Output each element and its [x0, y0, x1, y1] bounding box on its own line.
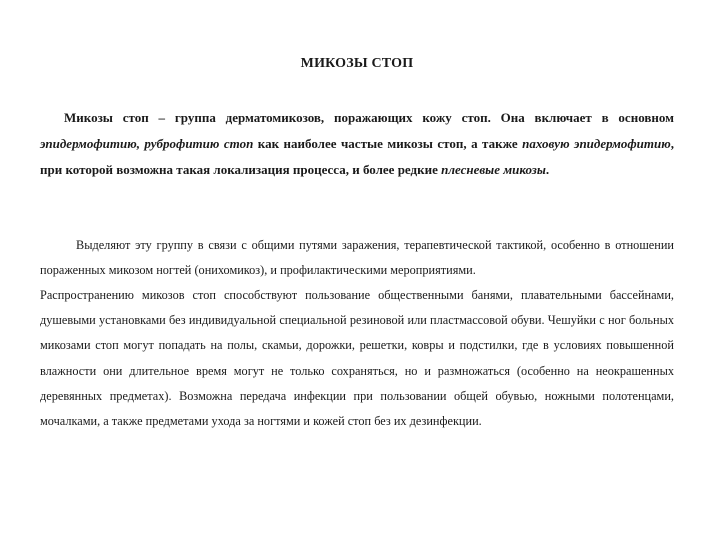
paragraph-spread: Распространению микозов стоп способствуют пользование общественными банями, плавательными бассейнами, душевыми установками без индивидуальной специальной резиновой или пластмассовой обуви. Чешуйки с ног больных микозами стоп могут попадать на полы, скамьи, дорожки, решетки, ковры и подстилки, где в условиях повышенной влажности они длительное время могут не только сохраняться, но и размножаться (особенно на неокрашенных деревянных предметах). Возможна передача инфекции при пользовании общей обувью, ножными полотенцами, мочалками, а также предметами ухода за ногтями и кожей стоп без их дезинфекции. [40, 288, 674, 429]
paragraph-grouping: Выделяют эту группу в связи с общими путями заражения, терапевтической тактикой, особенно в отношении пораженных микозом ногтей (онихомикоз), и профилактическими мероприятиями. [40, 238, 674, 278]
document-page [40, 0, 674, 540]
document-title: МИКОЗЫ СТОП [300, 56, 414, 71]
intro-text-3: , при которой возможна такая локализация процесса, и более редкие [40, 136, 674, 177]
intro-text-1: Микозы стоп – группа дерматомикозов, поражающих кожу стоп. Она включает в основном [64, 110, 674, 125]
intro-term-epidermophytia-rubrophytia: эпидермофитию, руброфитию стоп [40, 136, 254, 151]
intro-term-mold-mycoses: плесневые микозы [441, 162, 546, 177]
paragraph-intro [40, 105, 674, 183]
intro-text-4: . [545, 162, 550, 177]
intro-text-2: как наиболее частые микозы стоп, а также [253, 136, 523, 151]
intro-term-inguinal-epidermophytia: паховую эпидермофитию [522, 136, 671, 151]
